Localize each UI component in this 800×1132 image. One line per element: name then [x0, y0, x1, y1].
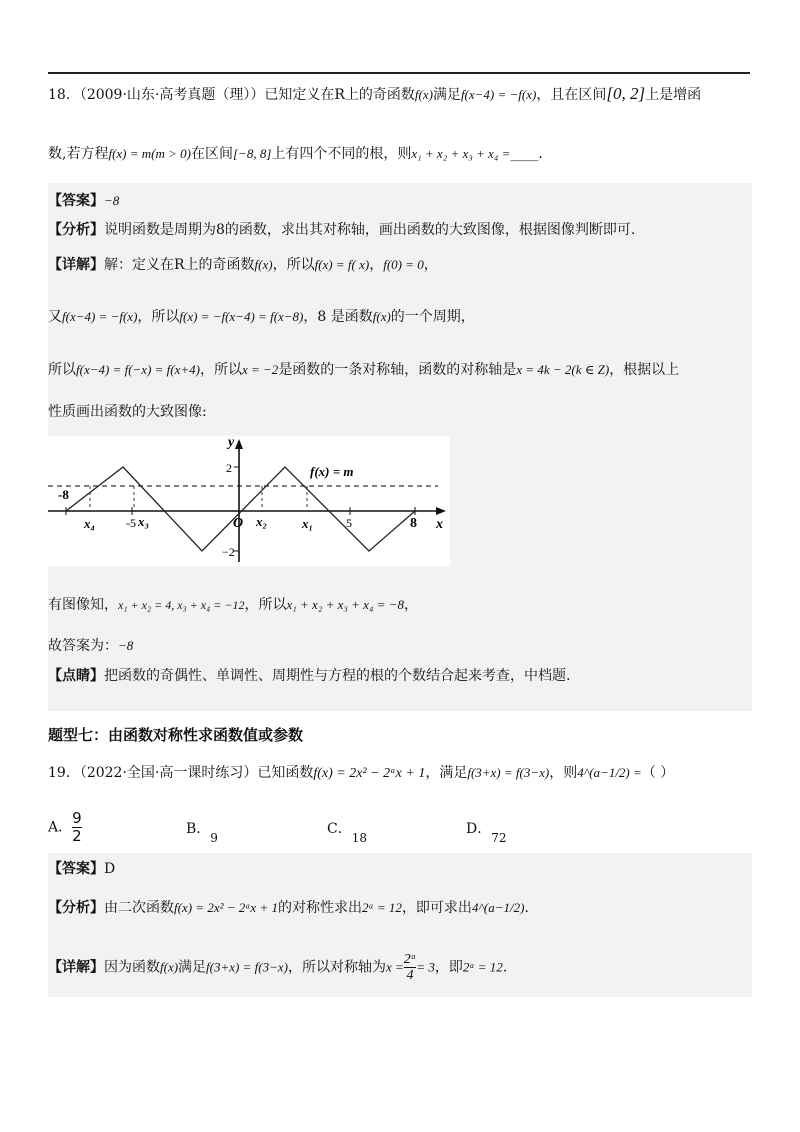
- detail-label: 【详解】: [48, 959, 104, 976]
- x-tick-label-m8: -8: [58, 487, 69, 502]
- numerator: 2ᵃ: [403, 952, 417, 967]
- option-c: [327, 818, 367, 845]
- detail-text: ，: [404, 597, 419, 613]
- detail-math: x = −2: [241, 362, 279, 377]
- detail-text: 有图像知，: [48, 597, 118, 613]
- q18-line1: [48, 84, 701, 104]
- ans18-detail-1: [48, 254, 438, 274]
- detail-math: −8: [118, 638, 134, 653]
- detail-text: 是函数的一条对称轴，函数的对称轴是: [278, 362, 517, 378]
- q18-eq2: f(x) = m(m > 0): [108, 146, 191, 161]
- detail-text: ，: [423, 257, 438, 273]
- q18-text: 满足: [432, 87, 461, 103]
- detail-math: x₁ + x₂ = 4, x₃ + x₄ = −12: [118, 598, 245, 612]
- q19-text: 19．（2022·全国·高一课时练习）已知函数: [48, 765, 314, 781]
- q18-interval2: [−8, 8]: [232, 146, 272, 161]
- detail-math: f(x) = −f(x−4) = f(x−8): [179, 309, 304, 324]
- origin-label: O: [233, 516, 244, 531]
- detail-text: ，8 是函数: [303, 309, 373, 325]
- detail-math: f(x−4) = −f(x): [62, 309, 138, 324]
- detail-text: ，根据以上: [609, 362, 680, 378]
- root-label-x3: x₃: [138, 514, 150, 529]
- q18-text: 在区间: [190, 146, 233, 162]
- analysis-label: 【分析】: [48, 900, 104, 916]
- detail-text: 又: [48, 309, 62, 325]
- option-a-fraction: [72, 810, 82, 845]
- detail-math: f(x): [254, 257, 273, 272]
- y-axis-label: y: [228, 436, 235, 450]
- detail-math: x =: [385, 959, 404, 975]
- comment-text: 把函数的奇偶性、单调性、周期性与方程的根的个数结合起来考查，中档题.: [104, 668, 571, 684]
- detail-text: ，所以: [272, 257, 315, 273]
- detail-text: ，: [369, 257, 384, 273]
- analysis-math: 2ᵃ = 12: [361, 900, 402, 915]
- numerator: 9: [72, 809, 82, 827]
- ans19-analysis: [48, 897, 529, 917]
- analysis-text: ，即可求出: [401, 900, 472, 916]
- analysis-text: 的对称性求出: [277, 900, 362, 916]
- q19-text: ，满足: [425, 765, 468, 781]
- ans18-graph-conclusion: [48, 594, 418, 614]
- q18-text: ，且在区间: [536, 87, 607, 103]
- answer-value: −8: [104, 193, 120, 208]
- section-title: 题型七：由函数对称性求函数值或参数: [48, 726, 304, 744]
- q18-interval1: [0, 2]: [606, 84, 646, 103]
- detail-text: 故答案为：: [48, 638, 118, 654]
- denominator: 2: [72, 827, 82, 845]
- x-tick-label-8: 8: [410, 516, 417, 531]
- detail-math: f(x): [372, 309, 391, 324]
- q19-text: （ ）: [641, 765, 675, 781]
- ans18-detail-4: [48, 401, 207, 421]
- q18-text: 18．（2009·山东·高考真题（理））已知定义在R上的奇函数: [48, 87, 415, 103]
- detail-label: 【详解】: [48, 257, 104, 273]
- detail-text: 所以: [48, 362, 76, 378]
- q18-eq1: f(x−4) = −f(x): [460, 87, 537, 102]
- root-label-x4: x₄: [84, 516, 96, 531]
- q18-fx: f(x): [414, 87, 433, 102]
- q19-math: f(x) = 2x² − 2ᵃx + 1: [313, 766, 426, 781]
- detail-text: ，所以: [244, 597, 287, 613]
- option-d-value: 72: [491, 831, 507, 845]
- q19-stem: [48, 762, 674, 782]
- detail-math: x = 4k − 2(k ∈ Z): [516, 362, 610, 377]
- q18-sum: x₁ + x₂ + x₃ + x₄ =: [411, 146, 511, 161]
- detail-math: = 3: [416, 959, 435, 975]
- comment-label: 【点睛】: [48, 668, 104, 684]
- analysis-math: f(x) = 2x² − 2ᵃx + 1: [174, 900, 278, 915]
- option-d-label: D．: [466, 821, 492, 837]
- graph-background: [48, 436, 450, 566]
- analysis-math: 4^(a−1/2): [471, 900, 525, 915]
- option-c-label: C．: [327, 821, 352, 837]
- detail-text: 解：定义在R上的奇函数: [104, 257, 255, 273]
- q18-text: 上有四个不同的根，则: [271, 146, 412, 162]
- detail-math: f(0) = 0: [383, 257, 424, 272]
- ans19-detail: [48, 952, 507, 983]
- ans18-detail-2: [48, 306, 475, 326]
- q19-math: 4^(a−1/2) =: [577, 765, 642, 780]
- q18-text: 数,若方程: [48, 146, 109, 162]
- q19-math: f(3+x) = f(3−x): [467, 765, 550, 780]
- y-tick-label-2: 2: [226, 461, 232, 475]
- detail-text: ，所以对称轴为: [287, 959, 386, 976]
- top-rule: [48, 72, 750, 74]
- ans18-answer: [48, 190, 119, 210]
- curve-label: f(x) = m: [310, 464, 354, 479]
- detail-math: f(x) = f( x): [314, 257, 370, 272]
- detail-math: f(x−4) = f(−x) = f(x+4): [76, 362, 200, 377]
- detail-text: 性质画出函数的大致图像:: [48, 404, 207, 420]
- option-c-value: 18: [351, 831, 367, 845]
- denominator: 4: [404, 967, 417, 983]
- ans18-final: [48, 635, 133, 655]
- detail-text: 满足: [178, 959, 207, 976]
- detail-math: 2ᵃ = 12: [462, 959, 503, 975]
- answer-label: 【答案】: [48, 861, 104, 877]
- option-a-label: A．: [48, 819, 73, 836]
- ans18-comment: [48, 665, 570, 685]
- option-b-value: 9: [210, 831, 218, 845]
- detail-text: .: [502, 959, 508, 976]
- ans19-answer: [48, 858, 115, 878]
- detail-math: f(x): [160, 959, 179, 975]
- analysis-text: 说明函数是周期为8的函数，求出其对称轴，画出函数的大致图像，根据图像判断即可.: [104, 222, 636, 238]
- x-tick-label-m5: -5: [126, 516, 136, 530]
- q18-text: 上是增函: [645, 87, 702, 103]
- detail-math: f(3+x) = f(3−x): [206, 959, 288, 975]
- analysis-label: 【分析】: [48, 222, 104, 238]
- x-axis-label: x: [436, 517, 443, 532]
- detail-text: ，即: [434, 959, 463, 976]
- detail-math: x₁ + x₂ + x₃ + x₄ = −8: [286, 597, 405, 612]
- y-tick-label-m2: −2: [222, 545, 235, 559]
- analysis-text: .: [524, 900, 529, 916]
- answer-label: 【答案】: [48, 193, 104, 209]
- ans18-analysis: [48, 219, 635, 239]
- detail-text: ，所以: [199, 362, 242, 378]
- q19-text: ，则: [549, 765, 578, 781]
- x-tick-label-5: 5: [346, 516, 352, 530]
- detail-text: 因为函数: [104, 959, 160, 976]
- answer-value: D: [104, 861, 116, 877]
- ans18-detail-3: [48, 359, 679, 379]
- option-b-label: B．: [186, 821, 211, 837]
- q18-line2: [48, 143, 543, 163]
- option-b: [186, 818, 218, 845]
- function-graph: [48, 436, 450, 566]
- q18-blank: ____.: [510, 146, 543, 162]
- option-d: [466, 818, 507, 845]
- detail-text: ，所以: [137, 309, 180, 325]
- detail-text: 的一个周期，: [390, 309, 475, 325]
- detail-fraction: [404, 952, 417, 983]
- root-label-x1: x₁: [302, 516, 314, 531]
- analysis-text: 由二次函数: [104, 900, 174, 916]
- option-a: [48, 810, 82, 845]
- root-label-x2: x₂: [256, 514, 268, 529]
